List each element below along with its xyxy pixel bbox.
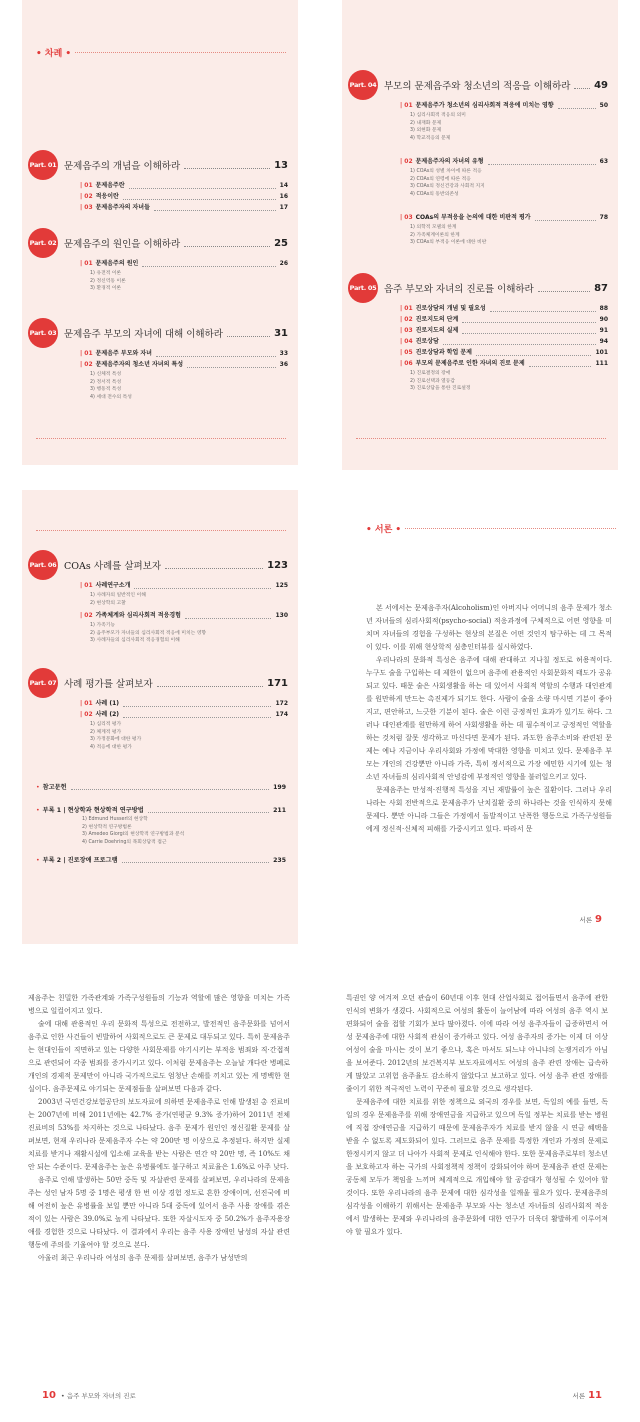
part-page-number: 13: [274, 159, 288, 171]
toc-section: [400, 326, 608, 336]
part-page-number: 31: [274, 327, 288, 339]
part-badge: Part. 04: [348, 70, 378, 100]
subsection-list: [90, 622, 288, 645]
part-title: 문제음주의 원인을 이해하라: [64, 239, 181, 250]
dotted-leader: [227, 336, 270, 337]
subsection-item: 3) 사례자들의 심리사회적 적응경험의 이해: [90, 638, 180, 643]
part-title: COAs 사례를 살펴보자: [64, 561, 162, 572]
subsection-item: 2) 가족체계이론의 한계: [410, 232, 460, 238]
subsection-item: 1) 심리사회적 적응의 의미: [410, 113, 466, 118]
section-row: [80, 203, 288, 213]
section-number: | 01: [80, 700, 93, 707]
dotted-leader: [184, 246, 270, 247]
toc-part: [348, 70, 608, 261]
subsection-item: 2) 체계적 평가: [90, 729, 122, 735]
subsection-item: 2) 진로선택과 열등감: [410, 378, 456, 384]
section-gap: [348, 251, 608, 261]
part-header: [28, 228, 288, 258]
dotted-leader: [488, 164, 596, 165]
dotted-leader: [443, 344, 596, 345]
section-label: 가족체계와 심리사회적 적응경험: [95, 612, 181, 619]
dotted-leader: [123, 199, 276, 200]
dotted-leader: [148, 812, 269, 813]
section-page-number: 94: [599, 338, 608, 345]
section-page-number: 33: [279, 350, 288, 357]
part-page-number: 123: [267, 559, 288, 571]
section-page-number: 78: [599, 214, 608, 221]
section-number: | 04: [400, 338, 413, 345]
section-number: | 01: [80, 260, 93, 267]
section-page-number: 26: [279, 260, 288, 267]
dotted-leader: [538, 291, 590, 292]
subsection-item: 2) 내재화 문제: [410, 120, 442, 126]
appendix-subsection-item: 4) Carrie Doehring의 목회상담적 접근: [82, 839, 167, 845]
section-page-number: 101: [595, 349, 608, 356]
preface-body: [366, 602, 612, 836]
section-label: 문제음주란: [95, 182, 125, 189]
dotted-leader: [71, 789, 270, 790]
toc-section: [80, 203, 288, 213]
appendix-page-number: 211: [273, 807, 286, 814]
section-number: | 02: [400, 316, 413, 323]
section-row: [80, 192, 288, 202]
section-page-number: 111: [595, 360, 608, 367]
body-spread: [0, 948, 640, 1422]
toc-section: [80, 581, 288, 591]
preface-page: [342, 490, 618, 944]
right-page-number: 11: [588, 1390, 602, 1401]
right-footer-label: 서론: [572, 1392, 586, 1400]
toc-section: [80, 699, 288, 709]
section-page-number: 125: [275, 582, 288, 589]
section-row: [80, 581, 288, 591]
toc-section: [80, 710, 288, 720]
dotted-leader: [187, 367, 276, 368]
toc-section: [400, 213, 608, 223]
left-footer-label: • 음주 부모와 자녀의 진로: [60, 1392, 136, 1400]
dotted-leader: [529, 366, 592, 367]
subsection-item: 3) 진로상담을 통한 진로설정: [410, 386, 471, 391]
section-page-number: 50: [599, 102, 608, 109]
section-row: [400, 348, 608, 358]
body-paragraph: 문제음주에 대한 치료를 위한 정책으로 외국의 경우를 보면, 독일의 예를 들면, 독일의 경우 문제음주를 위해 장애연금을 지급하고 있으며 독일 정부는 치료를 받는 병원에 직접 장애연금을 지급하기 때문에 문제음주자가 치료를 받지 않을 시 연금 혜택을 받을 수 없도록 제도화되어 있다. 그러므로 음주 문제를 특정한 개인과 가정의 문제로 한정시키지 않고 더 나아가 사회적 문제로 인식해야 한다. 또한 문제음주로부터 청소년을 보호하고자 하는 국가의 사회정책적 정책이 강화되어야 하며 문제음주 관련 문제는 공동체 모두가 책임을 느끼며 체계적으로 개입해야 할 공감대가 형성될 수 있어야 할 것이다. 또한 우리나라의 음주 문제에 대한 심각성을 일깨울 필요가 있다. 문제음주의 심각성을 이해하기 위해서는 문제음주 부모와 사는 청소년 자녀들의 심리사회적 적응에서 발생하는 문제와 우리나라의 음주문화에 대한 연구가 더욱더 활발하게 이루어져야 할 필요가 있다.: [346, 1098, 608, 1236]
subsection-item: 1) 신체적 특성: [90, 372, 122, 377]
subsection-item: 1) COAs의 성별 차이에 따른 적응: [410, 169, 482, 174]
appendix-subsection-list: [82, 816, 286, 846]
section-row: [400, 315, 608, 325]
section-label: 진로지도의 단계: [415, 316, 459, 323]
section-page-number: 91: [599, 327, 608, 334]
subsection-item: 2) COAs의 연령에 따른 적응: [410, 176, 471, 182]
part-title: 문제음주의 개념을 이해하라: [64, 161, 181, 172]
dotted-leader: [476, 355, 591, 356]
section-row: [400, 213, 608, 223]
dotted-leader: [574, 88, 590, 89]
section-label: 진로상담: [415, 338, 439, 345]
section-row: [80, 710, 288, 720]
toc-section: [80, 360, 288, 370]
subsection-list: [410, 224, 608, 247]
section-label: 부모의 문제음주로 인한 자녀의 진로 문제: [415, 360, 525, 367]
toc-part: [28, 318, 288, 405]
section-page-number: 88: [599, 305, 608, 312]
toc-part: [348, 273, 608, 397]
part-header: [348, 273, 608, 303]
part-header: [28, 318, 288, 348]
page-bottom-divider: [36, 438, 286, 439]
dotted-leader: [123, 717, 271, 718]
part-page-number: 171: [267, 677, 288, 689]
section-number: | 01: [80, 582, 93, 589]
bullet-dot: •: [36, 807, 40, 814]
toc-section: [400, 348, 608, 358]
toc-section: [400, 304, 608, 314]
part-badge: Part. 07: [28, 668, 58, 698]
appendix-label: 참고문헌: [42, 784, 67, 791]
heading-dotted-line: [75, 52, 286, 53]
body-paragraph: 특권인 양 여겨져 오던 관습이 60년대 이후 현대 산업사회로 접어들면서 음주에 관한 인식의 변화가 생겼다. 사회적으로 여성의 활동이 늘어남에 따라 여성의 음주 역시 보편화되어 술을 접할 기회가 보다 많아졌다. 이에 따라 여성 음주자들이 급증하면서 여성 문제음주에 대한 사회적 관심이 증가하고 있다. 여성 음주자의 증가는 이제 더 이상 여성이 술을 마시는 것이 보기 좋으냐, 혹은 마셔도 되느냐 아니냐의 논쟁거리가 아님을 보여준다. 2012년의 보건복지부 보도자료에서도 여성의 음주 관련 장애는 급속하게 많았고 고위험 음주율도 감소하지 않았다고 보고하고 있다. 여성 음주 관련 장애를 줄이기 위한 적극적인 노력이 꾸준히 필요할 것으로 생각된다.: [346, 994, 608, 1093]
subsection-item: 2) 정신역동 이론: [90, 278, 126, 284]
section-label: 문제음주의 원인: [95, 260, 139, 267]
section-label: 문제음주자의 자녀들: [95, 204, 150, 211]
part-title: 문제음주 부모의 자녀에 대해 이해하라: [64, 329, 223, 340]
subsection-item: 4) COAs의 동반의존성: [410, 191, 459, 197]
subsection-item: 1) 유전적 이론: [90, 271, 122, 276]
toc-section: [400, 337, 608, 347]
dotted-leader: [558, 108, 596, 109]
section-label: 문제음주자의 자녀의 유형: [415, 158, 484, 165]
dotted-leader: [142, 266, 275, 267]
left-page-number: 10: [42, 1390, 56, 1401]
toc-section: [400, 101, 608, 111]
part-page-number: 87: [594, 282, 608, 294]
subsection-list: [410, 112, 608, 142]
toc-heading-text: • 차례 •: [36, 49, 72, 59]
subsection-item: 3) 가정문화에 대한 평가: [90, 737, 142, 742]
right-column: [346, 992, 608, 1239]
section-number: | 02: [80, 711, 93, 718]
section-page-number: 130: [275, 612, 288, 619]
toc-part: [28, 150, 288, 213]
section-page-number: 17: [279, 204, 288, 211]
toc-page-1: [22, 0, 298, 465]
appendix-label: 부록 1 | 현상학과 현상학적 연구방법: [42, 807, 144, 814]
section-row: [400, 337, 608, 347]
appendix-page-number: 235: [273, 857, 286, 864]
body-paragraph: 아울러 최근 우리나라 여성의 음주 문제를 살펴보면, 음주가 남성만의: [38, 1254, 248, 1262]
section-number: | 06: [400, 360, 413, 367]
toc-part: [28, 550, 288, 649]
section-number: | 01: [400, 102, 413, 109]
section-page-number: 63: [599, 158, 608, 165]
footer-label: 서론: [579, 916, 593, 924]
section-page-number: 16: [279, 193, 288, 200]
section-row: [400, 157, 608, 167]
subsection-item: 4) 학교적응의 문제: [410, 135, 451, 141]
section-label: 사례 (2): [95, 711, 119, 718]
section-number: | 02: [80, 612, 93, 619]
part-badge: Part. 05: [348, 273, 378, 303]
part-header: [28, 668, 288, 698]
section-number: | 02: [80, 193, 93, 200]
left-column: [28, 992, 290, 1265]
subsection-item: 2) 현상학의 고찰: [90, 600, 126, 606]
left-page-footer: [42, 1390, 136, 1401]
heading-dotted-line: [405, 528, 616, 529]
dotted-leader: [535, 220, 596, 221]
section-gap: [36, 793, 286, 805]
dotted-leader: [165, 568, 263, 569]
body-paragraph: 음주로 인해 발생하는 50만 중독 및 자살관련 문제를 살펴보면, 우리나라의 문제음주는 성인 남자 5명 중 1명은 평생 한 번 이상 경험 정도로 흔한 장애이며, 선진국에 비해 여전히 높은 유병률을 보일 뿐만 아니라 5대 중독에 있어서 음주 사용 장애를 겪은 적이 있는 사람은 39.0%로 높게 나타났다. 또한 자살시도자 중 50.2%가 음주자용장애를 경험한 것으로 나타났다. 이 결과에서 우리는 음주 사용 장애인 남성의 자살 관련 행동에 주의를 기울여야 할 것으로 본다.: [28, 1176, 290, 1249]
subsection-item: 3) 행동적 특성: [90, 387, 122, 392]
section-number: | 03: [400, 327, 413, 334]
appendix-subsection-item: 1) Edmund Husserl의 현상학: [82, 817, 148, 822]
part-header: [28, 550, 288, 580]
dotted-leader: [129, 188, 276, 189]
section-number: | 01: [400, 305, 413, 312]
section-number: | 01: [80, 182, 93, 189]
subsection-item: 2) 음주부모가 자녀들의 심리사회적 적응에 미치는 영향: [90, 630, 207, 636]
subsection-item: 1) 진로결정의 장애: [410, 371, 451, 376]
appendix-row: [36, 805, 286, 816]
section-row: [80, 360, 288, 370]
subsection-item: 3) COAs의 부적응 이론에 대한 비판: [410, 240, 487, 245]
part-title: 사례 평가를 살펴보자: [64, 679, 153, 690]
subsection-item: 3) 외현화 문제: [410, 128, 442, 133]
preface-heading-text: • 서론 •: [366, 525, 402, 535]
section-number: | 05: [400, 349, 413, 356]
part-title: 음주 부모와 자녀의 진로를 이해하라: [384, 284, 534, 295]
dotted-leader: [154, 210, 276, 211]
section-label: 진로상담과 학업 문제: [415, 349, 472, 356]
section-page-number: 174: [275, 711, 288, 718]
right-page-footer: [573, 1390, 602, 1401]
section-page-number: 90: [599, 316, 608, 323]
body-paragraph: 술에 대해 관용적인 우리 문화적 특성으로 전전하고, 발전적인 음주문화를 넘어서 음주로 인한 사건들이 빈발하여 사회적으로도 큰 문제로 대두되고 있다. 특히 문제음주는 현대인들이 직면하고 있는 다양한 사회문제를 야기시키는 부적응 범죄와 직·간접적으로 관련되어 각종 범죄를 증가시키고 있다. 이처럼 문제음주는 오늘날 개다란 병폐로 개인의 경제적 문제만이 아니라 국가적으로도 엄청난 손해를 끼치고 있는 게 명백한 현실이다. 음주문제로 야기되는 문제점들을 살펴보면 다음과 같다.: [28, 1020, 290, 1093]
appendix-subsection-item: 3) Amedeo Giorgi의 현상학적 연구방법과 분석: [82, 832, 185, 837]
subsection-item: 1) 사례자의 일반적인 이해: [90, 593, 146, 598]
dotted-leader: [157, 686, 263, 687]
section-row: [400, 359, 608, 369]
appendix-label: 부록 2 | 진로장애 프로그램: [42, 857, 118, 864]
toc-section: [400, 359, 608, 369]
bullet-dot: •: [36, 784, 40, 791]
dotted-leader: [134, 588, 271, 589]
subsection-list: [90, 270, 288, 293]
appendix-row: [36, 855, 286, 866]
subsection-item: 1) 가족기능: [90, 623, 115, 628]
toc-part: [28, 668, 288, 755]
page-number: 9: [595, 914, 602, 925]
dotted-leader: [185, 618, 272, 619]
dotted-leader: [462, 333, 595, 334]
preface-heading: [366, 522, 616, 535]
part-badge: Part. 01: [28, 150, 58, 180]
subsection-item: 3) 환경적 이론: [90, 286, 122, 291]
section-row: [80, 611, 288, 621]
subsection-item: 4) 세대 전수의 특성: [90, 394, 132, 400]
part-header: [348, 70, 608, 100]
preface-paragraph: 본 서에서는 문제음주자(Alcoholism)인 아버지나 어머니의 음주 문제가 청소년 자녀들의 심리사회적(psycho-social) 적응과정에 구체적으로 어떤 영향을 미치며 자녀들의 경험을 구성하는 현상의 본질은 어떤 것인지 탐구하는 데 그 목적이 있다. 이를 위해 현상학적 심층인터뷰를 실시하였다.: [366, 604, 612, 651]
section-row: [400, 326, 608, 336]
body-paragraph: 제음주는 친밀한 가족관계와 가족구성원들의 기능과 역할에 많은 영향을 미치는 가족 병으로 일컬어지고 있다.: [28, 994, 290, 1015]
appendix-page-number: 199: [273, 784, 286, 791]
section-row: [400, 101, 608, 111]
body-paragraph: 2003년 국민건강보험공단의 보도자료에 의하면 문제음주로 인해 발생된 총 진료비는 2007년에 비해 2011년에는 42.7% 증가(연평균 9.3% 증가)하여 2011년 전체 진료비의 53%를 차지하는 것으로 나타났다. 음주 문제가 원인인 정신질환 문제를 살펴보면, 현재 우리나라 문제음주자 수는 약 200만 명 이상으로 추정된다. 하지만 실제 치료를 받거나 재활시설에 입소해 교육을 받는 사람은 연간 약 20만 명, 즉 10%도 채 안 되는 수준이다. 문제음주는 높은 유병률에도 불구하고 치료율은 1.6%로 아주 낮다.: [28, 1098, 290, 1171]
subsection-list: [90, 371, 288, 401]
toc-heading: [36, 46, 286, 59]
subsection-item: 3) COAs의 정신건강과 사회적 지지: [410, 184, 485, 189]
dotted-leader: [122, 862, 269, 863]
toc-section: [80, 259, 288, 269]
subsection-list: [90, 721, 288, 751]
section-number: | 03: [400, 214, 413, 221]
part-badge: Part. 02: [28, 228, 58, 258]
part-badge: Part. 03: [28, 318, 58, 348]
section-row: [80, 699, 288, 709]
toc-part: [28, 228, 288, 297]
toc-section: [80, 611, 288, 621]
page-bottom-divider: [356, 438, 606, 439]
section-row: [80, 259, 288, 269]
section-label: 문제음주가 청소년의 심리사회적 적응에 미치는 영향: [415, 102, 554, 109]
part-page-number: 49: [594, 79, 608, 91]
section-label: 사례연구소개: [95, 582, 131, 589]
section-label: 진로상담의 개념 및 필요성: [415, 305, 486, 312]
appendix-subsection-item: 2) 현상학적 연구방법론: [82, 824, 132, 830]
section-page-number: 36: [279, 361, 288, 368]
appendix-row: [36, 782, 286, 793]
subsection-list: [90, 592, 288, 607]
section-number: | 02: [80, 361, 93, 368]
section-row: [80, 349, 288, 359]
section-label: 문제음주자의 청소년 자녀의 특성: [95, 361, 184, 368]
preface-paragraph: 문제음주는 만성적·진행적 특성을 지닌 재발률이 높은 질환이다. 그러나 우리나라는 사회 전반적으로 문제음주가 난치질환 중의 하나라는 것을 인식하지 못해 문제다. 뿐만 아니라 그들은 가정에서 돌발적이고 난폭한 행동으로 가족구성원들에게 정신적·신체적 피해를 가중시키고 있다. 따라서 문: [366, 786, 612, 833]
section-row: [80, 181, 288, 191]
subsection-item: 1) 의학적 모델의 한계: [410, 225, 457, 230]
toc-section: [400, 315, 608, 325]
toc-page-3: [22, 490, 298, 944]
part-header: [28, 150, 288, 180]
subsection-item: 1) 심리적 평가: [90, 722, 122, 727]
dotted-leader: [156, 356, 276, 357]
dotted-leader: [462, 322, 595, 323]
section-label: 적응이란: [95, 193, 119, 200]
subsection-list: [410, 168, 608, 198]
toc-section: [80, 349, 288, 359]
subsection-item: 2) 정서적 특성: [90, 379, 122, 385]
section-page-number: 172: [275, 700, 288, 707]
subsection-list: [410, 370, 608, 393]
bullet-dot: •: [36, 857, 40, 864]
part-title: 부모의 문제음주와 청소년의 적응을 이해하라: [384, 81, 571, 92]
subsection-item: 4) 적응에 대한 평가: [90, 744, 132, 750]
dotted-leader: [184, 168, 270, 169]
page-footer: [579, 914, 602, 925]
section-label: COAs의 부적응을 논의에 대한 비판적 평가: [415, 214, 531, 221]
toc-section: [400, 157, 608, 167]
section-label: 진로지도의 실제: [415, 327, 459, 334]
section-number: | 02: [400, 158, 413, 165]
toc-section: [80, 181, 288, 191]
toc-appendix-list: [36, 782, 286, 866]
toc-section: [80, 192, 288, 202]
section-gap: [348, 202, 608, 212]
part-badge: Part. 06: [28, 550, 58, 580]
section-page-number: 14: [279, 182, 288, 189]
section-number: | 03: [80, 204, 93, 211]
dotted-leader: [123, 706, 271, 707]
dotted-leader: [490, 311, 596, 312]
section-row: [400, 304, 608, 314]
section-gap: [348, 146, 608, 156]
section-label: 사례 (1): [95, 700, 119, 707]
preface-paragraph: 우리나라의 문화적 특성은 음주에 대해 관대하고 지나칠 정도로 허용적이다. 누구도 술을 구입하는 데 제한이 없으며 음주에 관용적인 사회문화적 태도가 공유되고 있다. 때문 술은 사회생활을 하는 데 있어서 사회적 역할의 수행과 대인관계를 원만하게 만드는 촉진제가 되기도 한다. 사람이 술을 소량 마시면 기분이 좋아지고, 편안하고, 느긋한 기분이 된다. 술은 이런 긍정적인 효과가 있기도 하다. 그러나 대인관계를 원만하게 하여 사회생활을 하는 데 필수적이고 긍정적인 역할을 하는 것처럼 잘못 생각하고 마신다면 문제가 된다. 과도한 음주소비와 관련된 문제는 예나 지금이나 우리사회와 가정에 막대한 영향을 미치고 있다. 문제음주 부모는 개인의 건강뿐만 아니라 가족, 특히 정서적으로 가장 예민한 시기에 있는 청소년 자녀들의 심리사회적 안녕감에 부정적인 영향을 불러일으키고 있다.: [366, 656, 612, 781]
toc-page-2: [342, 0, 618, 470]
page-top-divider: [36, 530, 286, 531]
section-label: 문제음주 부모와 자녀: [95, 350, 152, 357]
section-number: | 01: [80, 350, 93, 357]
part-page-number: 25: [274, 237, 288, 249]
